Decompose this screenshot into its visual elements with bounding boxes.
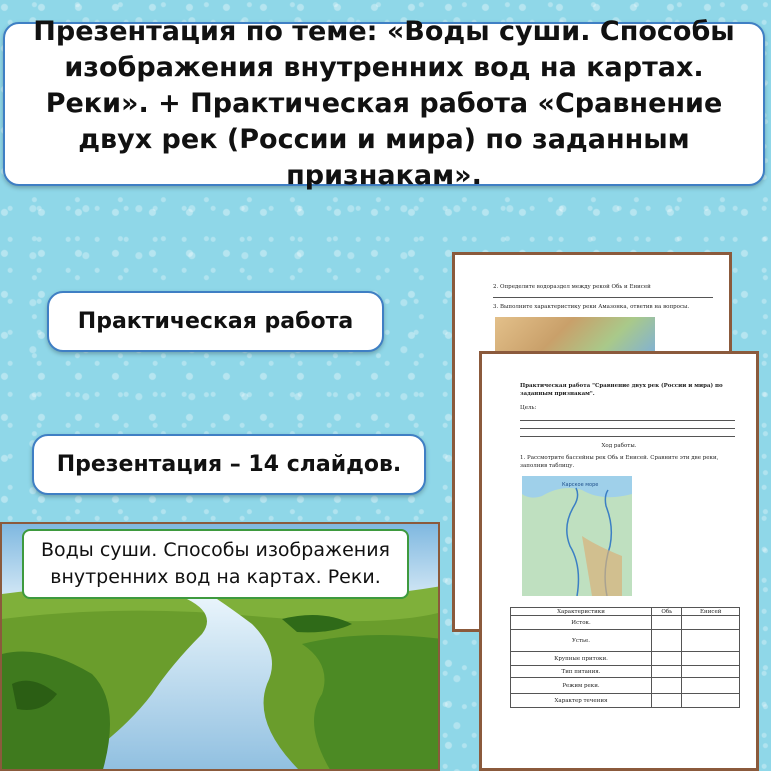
table-row-label: Тип питания. xyxy=(511,666,652,678)
table-cell xyxy=(652,694,682,708)
table-cell xyxy=(652,616,682,630)
worksheet-step-1: 1. Рассмотрите бассейны рек Обь и Енисей. Сравните эти две реки, заполнив таблицу. xyxy=(520,455,719,469)
table-header: Характеристики xyxy=(511,608,652,616)
table-row-label: Исток. xyxy=(511,616,652,630)
table-cell xyxy=(652,678,682,694)
table-row-label: Крупные притоки. xyxy=(511,652,652,666)
worksheet-item-2: 2. Определите водораздел между рекой Обь и Енисей xyxy=(493,284,651,290)
table-row-label: Характер течения xyxy=(511,694,652,708)
table-cell xyxy=(682,616,740,630)
slides-count-card xyxy=(32,434,426,495)
table-row-label: Режим реки. xyxy=(511,678,652,694)
table-cell xyxy=(682,694,740,708)
presentation-title: Презентация по теме: «Воды суши. Способы изображения внутренних вод на картах. Реки». + Практическая работа «Сравнение двух рек (России и мира) по заданным признакам». xyxy=(33,16,735,191)
worksheet-item-3: 3. Выполните характеристику реки Амазонка, ответив на вопросы. xyxy=(493,304,690,310)
river-caption-card xyxy=(22,529,409,599)
table-cell xyxy=(682,666,740,678)
table-cell xyxy=(682,652,740,666)
worksheet-heading: Практическая работа "Сравнение двух рек (России и мира) по заданным признакам". xyxy=(520,383,723,397)
table-cell xyxy=(652,630,682,652)
title-card xyxy=(3,16,765,191)
comparison-table xyxy=(510,607,740,708)
table-row-label: Устье. xyxy=(511,630,652,652)
practical-work-label: Практическая работа xyxy=(77,309,354,334)
river-caption-text: Воды суши. Способы изображения внутренних вод на картах. Реки. xyxy=(41,539,390,588)
answer-line xyxy=(493,297,713,298)
answer-line xyxy=(520,420,735,421)
ob-yenisei-map-image xyxy=(522,476,632,596)
worksheet-page-front xyxy=(479,351,759,771)
slides-count-label: Презентация – 14 слайдов. xyxy=(56,452,402,477)
goal-label: Цель: xyxy=(520,405,537,411)
practical-work-label-card xyxy=(47,291,384,352)
table-cell xyxy=(682,678,740,694)
table-cell xyxy=(682,630,740,652)
map-sea-label: Карское море xyxy=(562,482,599,488)
table-header: Енисей xyxy=(682,608,740,616)
table-header: Обь xyxy=(652,608,682,616)
answer-line xyxy=(520,436,735,437)
answer-line xyxy=(520,428,735,429)
table-cell xyxy=(652,652,682,666)
table-cell xyxy=(652,666,682,678)
progress-label: Ход работы. xyxy=(601,443,637,449)
